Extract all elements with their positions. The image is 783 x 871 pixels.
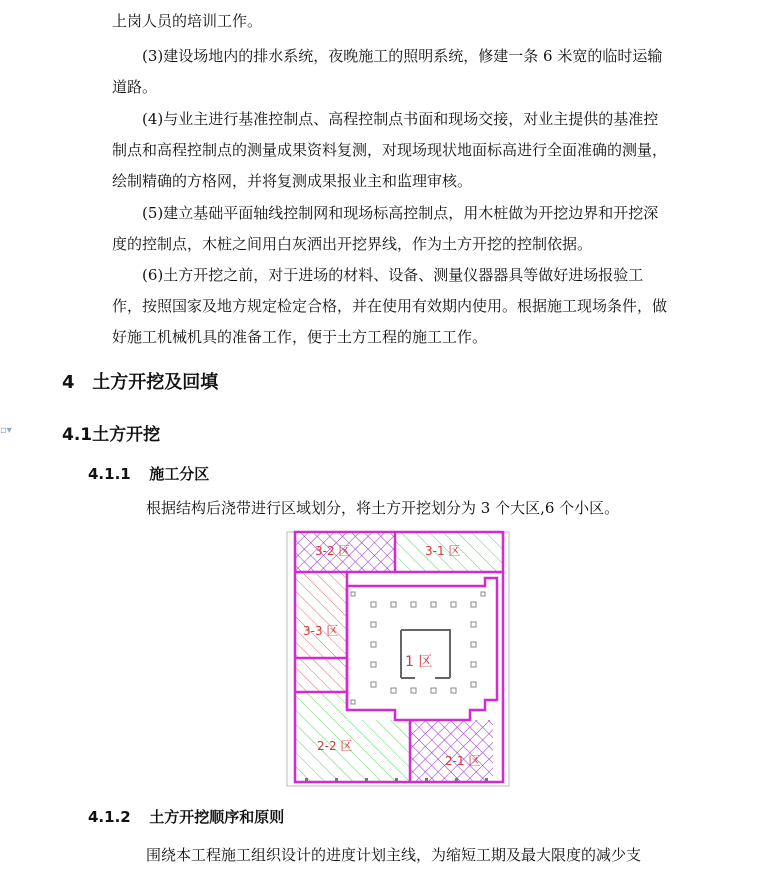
subsubsection-number: 4.1.1 [88,465,131,483]
subsubsection-heading-2 [88,806,284,827]
zone-2-1 [410,720,493,782]
zone-label-2-2: 2-2 区 [317,739,353,753]
subsection-number: 4.1 [62,425,93,445]
subsection-title: 土方开挖 [92,425,161,445]
subsubsection-title: 土方开挖顺序和原则 [149,808,285,826]
subsubsection-heading-1 [88,463,209,484]
paragraph-item-6: (6)土方开挖之前，对于进场的材料、设备、测量仪器器具等做好进场报验工作，按照国家及地方规定检定合格，并在使用有效期内使用。根据施工现场条件，做好施工机械机具的准备工作，便于土方工程的施工工作。 [112,266,668,346]
zone-label-2-1: 2-1 区 [445,754,481,768]
excavation-zone-diagram [285,530,515,790]
paragraph-item-3: (3)建设场地内的排水系统，夜晚施工的照明系统，修建一条 6 米宽的临时运输道路。 [112,47,663,96]
chevron-down-icon[interactable]: ▫▾ [0,425,12,436]
zone-label-3-3: 3-3 区 [303,624,339,638]
zone-label-1: 1 区 [405,654,433,670]
section-heading [62,368,218,394]
order-description: 围绕本工程施工组织设计的进度计划主线，为缩短工期及最大限度的减少支 [146,846,642,864]
zone-label-3-1: 3-1 区 [425,544,461,558]
section-number: 4 [62,372,75,393]
paragraph-item-5: (5)建立基础平面轴线控制网和现场标高控制点，用木桩做为开挖边界和开挖深度的控制点，木桩之间用白灰洒出开挖界线，作为土方开挖的控制依据。 [112,204,659,253]
zone-description: 根据结构后浇带进行区域划分，将土方开挖划分为 3 个大区,6 个小区。 [146,499,620,517]
subsubsection-number: 4.1.2 [88,808,131,826]
zone-label-3-2: 3-2 区 [315,544,351,558]
paragraph-item-4: (4)与业主进行基准控制点、高程控制点书面和现场交接，对业主提供的基准控制点和高程控制点的测量成果资料复测，对现场现状地面标高进行全面准确的测量，绘制精确的方格网，并将复测成果报业主和监理审核。 [112,110,668,190]
zone-1 [347,578,497,720]
section-title: 土方开挖及回填 [92,372,219,393]
subsubsection-title: 施工分区 [149,465,210,483]
paragraph-continued: 上岗人员的培训工作。 [112,12,263,30]
subsection-heading [62,420,160,445]
